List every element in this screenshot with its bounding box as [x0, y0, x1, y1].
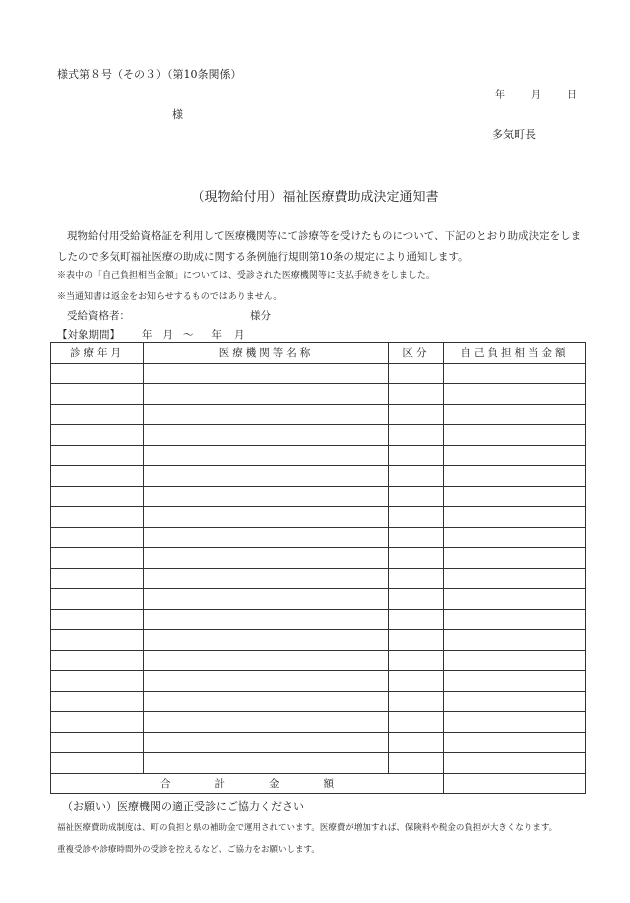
- cell-institution-name: [144, 671, 389, 692]
- total-row: [51, 773, 586, 794]
- cell-category: [389, 691, 444, 712]
- cell-category: [389, 363, 444, 384]
- cell-institution-name: [144, 568, 389, 589]
- cell-copay-amount: [444, 589, 586, 610]
- cell-treatment-month: [51, 712, 144, 733]
- table-body: [51, 363, 586, 773]
- total-label: [51, 773, 444, 794]
- cell-institution-name: [144, 486, 389, 507]
- cell-copay-amount: [444, 691, 586, 712]
- recipient-line: [67, 308, 271, 323]
- total-label-part: 金: [269, 777, 280, 790]
- total-amount-cell: [444, 773, 586, 794]
- request-line-1: 福祉医療費助成制度は、町の負担と県の補助金で運用されています。医療費が増加すれば、保険料や税金の負担が大きくなります。: [57, 823, 558, 833]
- cell-category: [389, 425, 444, 446]
- table-row: [51, 425, 586, 446]
- cell-copay-amount: [444, 507, 586, 528]
- cell-institution-name: [144, 425, 389, 446]
- header-copay-amount: 自己負担相当金額: [444, 343, 586, 364]
- request-line-2: 重複受診や診療時間外の受診を控えるなど、ご協力をお願いします。: [57, 845, 320, 855]
- cell-treatment-month: [51, 384, 144, 405]
- cell-treatment-month: [51, 486, 144, 507]
- cell-category: [389, 527, 444, 548]
- table-row: [51, 630, 586, 651]
- expense-table: [50, 342, 586, 794]
- cell-treatment-month: [51, 630, 144, 651]
- cell-institution-name: [144, 732, 389, 753]
- cell-treatment-month: [51, 753, 144, 774]
- target-period: [57, 327, 245, 342]
- cell-treatment-month: [51, 732, 144, 753]
- cell-category: [389, 609, 444, 630]
- cell-institution-name: [144, 548, 389, 569]
- table-row: [51, 363, 586, 384]
- period-tilde: ～: [183, 329, 194, 341]
- table-row: [51, 548, 586, 569]
- cell-treatment-month: [51, 404, 144, 425]
- table-row: [51, 712, 586, 733]
- cell-institution-name: [144, 363, 389, 384]
- cell-institution-name: [144, 527, 389, 548]
- cell-treatment-month: [51, 466, 144, 487]
- table-row: [51, 650, 586, 671]
- total-label-part: 合: [160, 777, 171, 790]
- header-institution-name: 医療機関等名称: [144, 343, 389, 364]
- body-paragraph: [57, 226, 587, 268]
- cell-treatment-month: [51, 445, 144, 466]
- cell-category: [389, 445, 444, 466]
- cell-category: [389, 507, 444, 528]
- cell-treatment-month: [51, 507, 144, 528]
- table-row: [51, 527, 586, 548]
- cell-copay-amount: [444, 609, 586, 630]
- cell-category: [389, 568, 444, 589]
- recipient-label: 受給資格者：: [67, 310, 130, 322]
- cell-treatment-month: [51, 671, 144, 692]
- table-header-row: [51, 343, 586, 364]
- date-month-label: 月: [531, 90, 541, 101]
- cell-institution-name: [144, 466, 389, 487]
- cell-institution-name: [144, 691, 389, 712]
- cell-copay-amount: [444, 466, 586, 487]
- header-treatment-month: 診療年月: [51, 343, 144, 364]
- cell-copay-amount: [444, 712, 586, 733]
- cell-copay-amount: [444, 527, 586, 548]
- cell-category: [389, 466, 444, 487]
- note-no-refund: ※当通知書は返金をお知らせするものではありません。: [57, 292, 283, 302]
- document-title: （現物給付用）福祉医療費助成決定通知書: [191, 190, 439, 205]
- cell-copay-amount: [444, 548, 586, 569]
- cell-category: [389, 712, 444, 733]
- cell-category: [389, 732, 444, 753]
- period-from-month: 月: [162, 329, 173, 341]
- table-row: [51, 568, 586, 589]
- table-row: [51, 671, 586, 692]
- addressee-suffix: 様: [172, 108, 183, 121]
- request-heading: （お願い）医療機関の適正受診にご協力ください: [62, 800, 304, 813]
- cell-copay-amount: [444, 732, 586, 753]
- cell-treatment-month: [51, 363, 144, 384]
- date-line: [495, 86, 577, 101]
- note-payment: ※表中の「自己負担相当金額」については、受診された医療機関等に支払手続きをしました。: [57, 271, 435, 281]
- header-category: 区分: [389, 343, 444, 364]
- cell-copay-amount: [444, 445, 586, 466]
- cell-copay-amount: [444, 671, 586, 692]
- cell-category: [389, 384, 444, 405]
- cell-copay-amount: [444, 630, 586, 651]
- cell-institution-name: [144, 384, 389, 405]
- cell-treatment-month: [51, 650, 144, 671]
- cell-copay-amount: [444, 384, 586, 405]
- period-to-month: 月: [234, 329, 245, 341]
- cell-copay-amount: [444, 404, 586, 425]
- recipient-suffix: 様分: [250, 310, 271, 322]
- period-label: 【対象期間】: [57, 329, 120, 341]
- cell-treatment-month: [51, 548, 144, 569]
- cell-institution-name: [144, 630, 389, 651]
- cell-category: [389, 548, 444, 569]
- period-to-year: 年: [211, 329, 222, 341]
- table-row: [51, 753, 586, 774]
- cell-institution-name: [144, 712, 389, 733]
- issuer-name: 多気町長: [492, 128, 536, 141]
- cell-category: [389, 486, 444, 507]
- total-label-part: 計: [214, 777, 225, 790]
- cell-category: [389, 589, 444, 610]
- cell-copay-amount: [444, 650, 586, 671]
- period-from-year: 年: [142, 329, 153, 341]
- cell-treatment-month: [51, 609, 144, 630]
- cell-category: [389, 753, 444, 774]
- table-row: [51, 466, 586, 487]
- cell-institution-name: [144, 589, 389, 610]
- table-row: [51, 445, 586, 466]
- date-year-label: 年: [495, 90, 505, 101]
- cell-copay-amount: [444, 486, 586, 507]
- cell-copay-amount: [444, 753, 586, 774]
- cell-institution-name: [144, 753, 389, 774]
- table-row: [51, 589, 586, 610]
- cell-category: [389, 671, 444, 692]
- table-row: [51, 732, 586, 753]
- cell-treatment-month: [51, 527, 144, 548]
- cell-treatment-month: [51, 691, 144, 712]
- table-row: [51, 384, 586, 405]
- form-number: 様式第８号（その３）（第10条関係）: [57, 68, 242, 81]
- cell-copay-amount: [444, 568, 586, 589]
- body-paragraph-text: 現物給付用受給資格証を利用して医療機関等にて診療等を受けたものについて、下記のとおり助成決定をしましたので多気町福祉医療の助成に関する条例施行規則第10条の規定により通知します。: [57, 230, 582, 263]
- total-label-part: 額: [323, 777, 334, 790]
- cell-institution-name: [144, 404, 389, 425]
- cell-treatment-month: [51, 568, 144, 589]
- cell-copay-amount: [444, 425, 586, 446]
- cell-treatment-month: [51, 589, 144, 610]
- cell-institution-name: [144, 445, 389, 466]
- cell-category: [389, 650, 444, 671]
- table-row: [51, 404, 586, 425]
- cell-copay-amount: [444, 363, 586, 384]
- cell-institution-name: [144, 650, 389, 671]
- cell-category: [389, 404, 444, 425]
- table-row: [51, 691, 586, 712]
- cell-category: [389, 630, 444, 651]
- date-day-label: 日: [567, 90, 577, 101]
- cell-institution-name: [144, 609, 389, 630]
- cell-treatment-month: [51, 425, 144, 446]
- cell-institution-name: [144, 507, 389, 528]
- table-row: [51, 609, 586, 630]
- table-row: [51, 507, 586, 528]
- table-row: [51, 486, 586, 507]
